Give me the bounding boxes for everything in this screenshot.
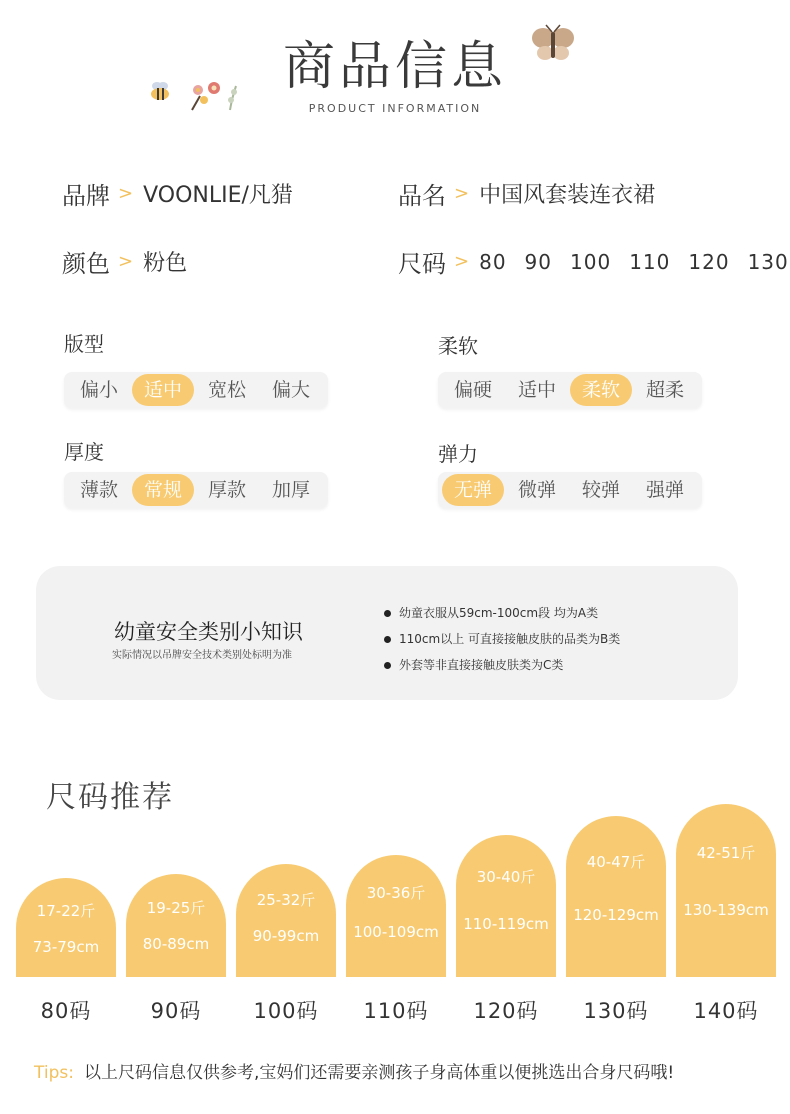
header — [0, 0, 790, 130]
scale-option: 厚款 — [208, 479, 247, 501]
tips-text: 以上尺码信息仅供参考,宝妈们还需要亲测孩子身高体重以便挑选出合身尺码哦! — [83, 1063, 675, 1083]
page-title: 商品信息 — [282, 37, 507, 97]
elasticity-scale — [438, 472, 702, 508]
weight-range: 19-25斤 — [146, 898, 206, 917]
size-option: 110 — [629, 249, 671, 274]
weight-range: 42-51斤 — [696, 844, 756, 863]
safety-panel — [36, 566, 738, 700]
safety-title: 幼童安全类别小知识 — [114, 620, 303, 644]
weight-range: 25-32斤 — [256, 890, 316, 909]
size-rec-label: 120码 — [473, 999, 539, 1023]
height-range: 73-79cm — [32, 937, 100, 956]
thickness-scale — [64, 472, 328, 508]
size-rec-card — [566, 816, 666, 977]
list-item — [384, 626, 620, 652]
brand-row — [62, 176, 293, 211]
bullet-icon — [384, 636, 391, 643]
height-range: 80-89cm — [142, 934, 210, 953]
size-rec-label: 90码 — [150, 999, 202, 1023]
scale-option: 常规 — [132, 474, 194, 506]
chevron-right-icon: > — [118, 251, 134, 272]
size-rec-card — [236, 864, 336, 977]
bullet-icon — [384, 662, 391, 669]
list-item-text: 110cm以上 可直接接触皮肤的品类为B类 — [399, 632, 621, 646]
size-option: 120 — [688, 249, 730, 274]
tips — [34, 1058, 674, 1083]
list-item — [384, 652, 620, 678]
size-row — [398, 244, 789, 279]
page-subtitle: PRODUCT INFORMATION — [308, 102, 482, 115]
scale-option: 宽松 — [208, 379, 247, 401]
size-label: 尺码 — [398, 250, 446, 278]
scale-option: 无弹 — [442, 474, 504, 506]
product-name-row — [398, 176, 655, 211]
chevron-right-icon: > — [454, 251, 470, 272]
scale-option: 薄款 — [80, 479, 119, 501]
size-rec-title: 尺码推荐 — [46, 780, 174, 815]
scale-option: 适中 — [132, 374, 194, 406]
size-rec-card — [126, 874, 226, 977]
chevron-right-icon: > — [118, 183, 134, 204]
list-item — [384, 600, 620, 626]
height-range: 130-139cm — [683, 900, 769, 919]
softness-scale — [438, 372, 702, 408]
height-range: 100-109cm — [353, 923, 439, 942]
size-option: 130 — [747, 249, 789, 274]
weight-range: 30-36斤 — [366, 883, 426, 902]
scale-option: 较弹 — [582, 479, 621, 501]
size-rec-card — [16, 878, 116, 977]
scale-option: 强弹 — [646, 479, 685, 501]
size-rec-label: 130码 — [583, 999, 649, 1023]
safety-list — [384, 600, 620, 678]
product-name-label: 品名 — [398, 182, 446, 210]
size-rec-card — [346, 855, 446, 977]
size-rec-label: 140码 — [693, 999, 759, 1023]
brand-label: 品牌 — [62, 182, 110, 210]
safety-subtitle: 实际情况以吊牌安全技术类别处标明为准 — [112, 650, 292, 661]
tips-label: Tips: — [34, 1063, 74, 1083]
color-label: 颜色 — [62, 250, 110, 278]
size-option: 90 — [524, 249, 552, 274]
color-row — [62, 244, 187, 279]
list-item-text: 外套等非直接接触皮肤类为C类 — [399, 658, 564, 672]
brand-value: VOONLIE/凡猎 — [143, 183, 293, 208]
size-rec-card — [676, 804, 776, 977]
weight-range: 17-22斤 — [36, 901, 96, 920]
weight-range: 30-40斤 — [476, 868, 536, 887]
fit-scale — [64, 372, 328, 408]
bullet-icon — [384, 610, 391, 617]
chevron-right-icon: > — [454, 183, 470, 204]
thickness-title: 厚度 — [64, 440, 104, 464]
scale-option: 柔软 — [570, 374, 632, 406]
weight-range: 40-47斤 — [586, 853, 646, 872]
softness-title: 柔软 — [438, 334, 478, 358]
size-rec-label: 110码 — [363, 999, 429, 1023]
elasticity-title: 弹力 — [438, 442, 478, 466]
size-option: 80 — [479, 249, 507, 274]
size-option: 100 — [570, 249, 612, 274]
scale-option: 加厚 — [272, 479, 311, 501]
scale-option: 偏硬 — [454, 379, 493, 401]
size-rec-label: 80码 — [40, 999, 92, 1023]
fit-title: 版型 — [64, 332, 104, 356]
scale-option: 偏大 — [272, 379, 311, 401]
height-range: 120-129cm — [573, 906, 659, 925]
color-value: 粉色 — [143, 251, 188, 276]
list-item-text: 幼童衣服从59cm-100cm段 均为A类 — [399, 606, 599, 620]
height-range: 90-99cm — [252, 927, 320, 946]
size-list — [479, 250, 789, 274]
size-rec-label: 100码 — [253, 999, 319, 1023]
scale-option: 适中 — [518, 379, 557, 401]
scale-option: 微弹 — [518, 479, 557, 501]
height-range: 110-119cm — [463, 914, 549, 933]
product-name-value: 中国风套装连衣裙 — [479, 183, 656, 208]
size-rec-card — [456, 835, 556, 977]
scale-option: 偏小 — [80, 379, 119, 401]
scale-option: 超柔 — [646, 379, 685, 401]
